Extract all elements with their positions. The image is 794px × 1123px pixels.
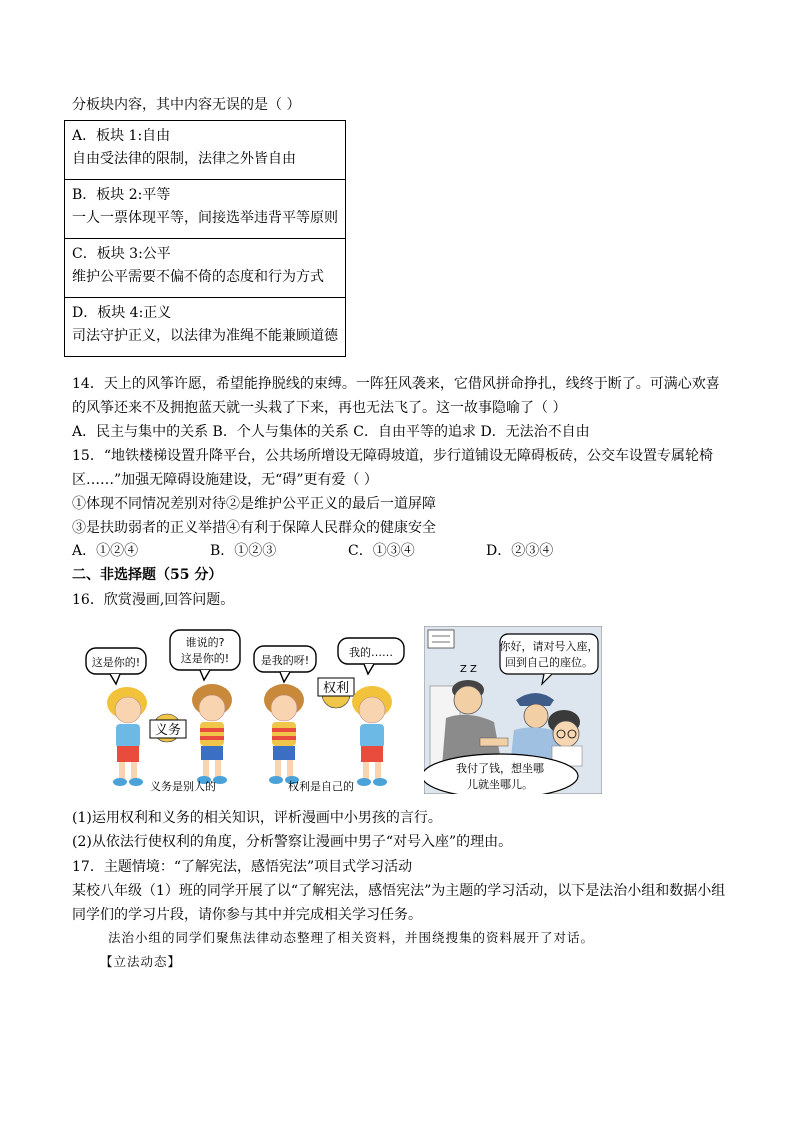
option-c-body: 维护公平需要不偏不倚的态度和行为方式	[72, 269, 324, 285]
q17-line4: 法治小组的同学们聚焦法律动态整理了相关资料，并围绕搜集的资料展开了对话。	[108, 930, 595, 945]
q15-line2: 区……”加强无障碍设施建设，无“碍”更有爱（ ）	[72, 472, 378, 488]
q15-statement-2: ③是扶助弱者的正义举措④有利于保障人民群众的健康安全	[72, 520, 436, 536]
q15-line1: 15．“地铁楼梯设置升降平台，公共场所增设无障碍坡道，步行道铺设无障碍板砖，公交车设置专属轮椅	[72, 448, 713, 464]
comic2-caption: 权利是自己的	[288, 780, 354, 793]
option-c-cell[interactable]	[65, 239, 346, 298]
comic1-caption: 义务是别人的	[150, 780, 216, 793]
comic3-bubble-top-a: 你好，请对号入座，	[499, 640, 599, 653]
option-d-body: 司法守护正义，以法律为准绳不能兼顾道德	[72, 328, 338, 344]
option-b-head: B．板块 2:平等	[72, 187, 171, 203]
comic3-bubble-bottom-a: 我付了钱，想坐哪	[456, 762, 544, 775]
q15-option-a[interactable]: A．①②④	[72, 543, 139, 559]
comic1-bubble2b: 这是你的!	[180, 652, 230, 665]
zzz-text: Z Z	[460, 664, 477, 675]
q17-line1: 17．主题情境：“了解宪法，感悟宪法”项目式学习活动	[72, 859, 413, 875]
comic2-bubble2: 我的……	[349, 646, 393, 659]
option-b-cell[interactable]	[65, 180, 346, 239]
comic3-bubble-bottom-b: 儿就坐哪儿。	[467, 778, 533, 791]
option-d-cell[interactable]	[65, 298, 346, 357]
q15-statement-1: ①体现不同情况差别对待②是维护公平正义的最后一道屏障	[72, 496, 436, 512]
comic1-bubble2a: 谁说的?	[185, 636, 225, 649]
comic2-bubble1: 是我的呀!	[260, 654, 310, 667]
boy-face	[115, 697, 141, 723]
q16-stem: 16．欣赏漫画,回答问题。	[72, 592, 235, 608]
q15-option-b[interactable]: B．①②③	[210, 543, 277, 559]
q13-options-table	[64, 120, 346, 357]
option-b-body: 一人一票体现平等，间接选举违背平等原则	[72, 210, 338, 226]
q15-option-c[interactable]: C．①③④	[348, 543, 415, 559]
q15-option-d[interactable]: D．②③④	[486, 543, 554, 559]
man-face	[454, 686, 482, 714]
q14-line2: 的风筝还来不及拥抱蓝天就一头栽了下来，再也无法飞了。这一故事隐喻了（ ）	[72, 400, 567, 416]
q17-line2: 某校八年级（1）班的同学开展了以“了解宪法，感悟宪法”为主题的学习活动，以下是法治小组和数据小组	[72, 883, 726, 899]
comic3-bubble-top-b: 回到自己的座位。	[505, 656, 593, 669]
option-a-cell[interactable]	[65, 121, 346, 180]
comic1-label: 义务	[154, 723, 182, 738]
comic-duty	[72, 628, 242, 798]
comic1-bubble1: 这是你的!	[91, 656, 141, 669]
q14-options: A．民主与集中的关系 B．个人与集体的关系 C．自由平等的追求 D．无法治不自由	[72, 424, 590, 440]
q16-sub1: (1)运用权利和义务的相关知识，评析漫画中小男孩的言行。	[72, 810, 442, 826]
q16-sub2: (2)从依法行使权利的角度，分析警察让漫画中男子“对号入座”的理由。	[72, 834, 513, 850]
seat-number-sign	[428, 630, 454, 648]
section-heading: 二、非选择题（55 分）	[72, 567, 223, 583]
q14-line1: 14．天上的风筝许愿，希望能挣脱线的束缚。一阵狂风袭来，它借风拼命挣扎，线终于断了。可满心欢喜	[72, 376, 720, 392]
q17-line3: 同学们的学习片段，请你参与其中并完成相关学习任务。	[72, 907, 422, 923]
comic-seat	[424, 626, 602, 794]
comic2-label: 权利	[322, 681, 350, 696]
option-a-head: A．板块 1:自由	[72, 128, 171, 144]
option-c-head: C．板块 3:公平	[72, 246, 171, 262]
comic-rights	[250, 628, 420, 798]
option-a-body: 自由受法律的限制，法律之外皆自由	[72, 151, 296, 167]
option-d-head: D．板块 4:正义	[72, 305, 172, 321]
boy-shirt	[116, 724, 140, 748]
q17-line5: 【立法动态】	[100, 954, 182, 969]
police-face	[524, 704, 548, 728]
q13-stem: 分板块内容，其中内容无误的是（ ）	[72, 97, 301, 113]
